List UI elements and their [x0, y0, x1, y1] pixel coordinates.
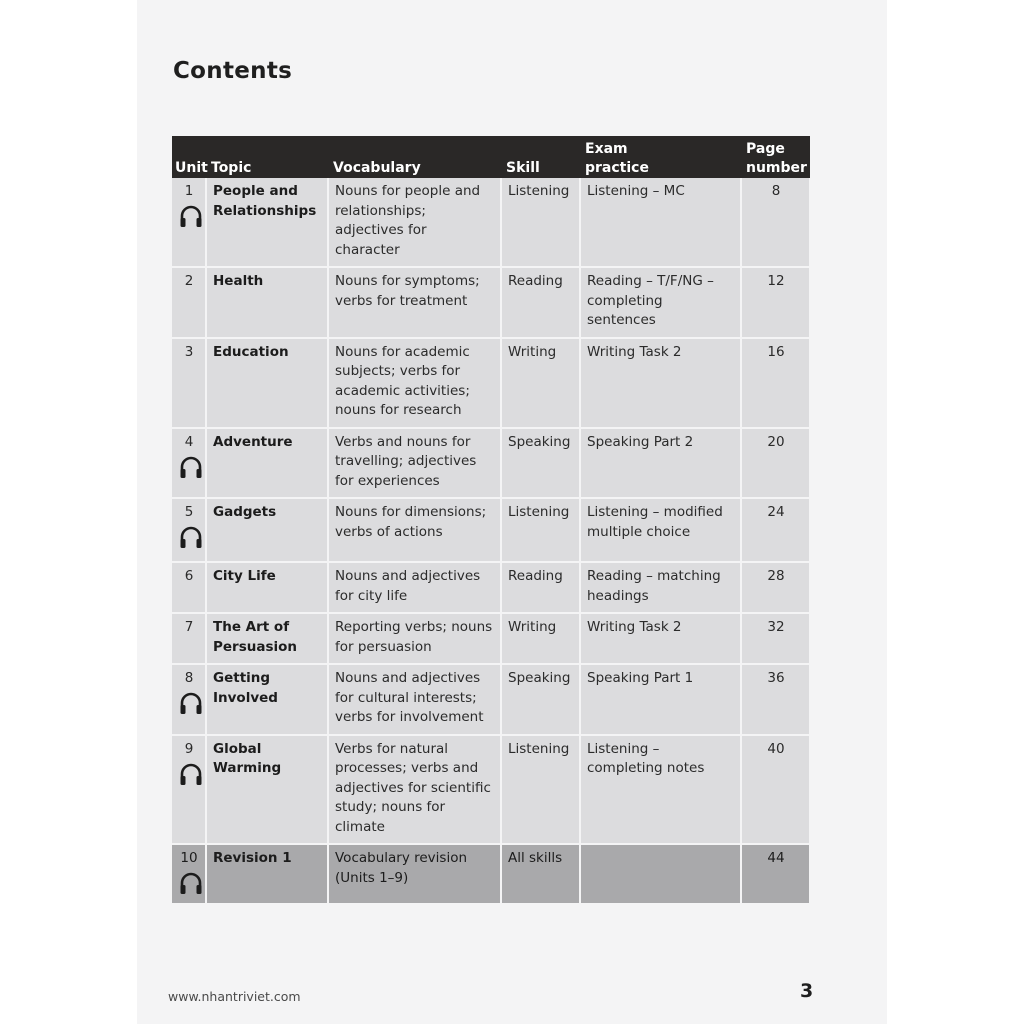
exam-practice-cell: Writing Task 2 — [580, 338, 741, 428]
headphones-icon — [178, 525, 204, 549]
vocabulary-cell: Nouns for symptoms; verbs for treatment — [328, 267, 501, 338]
exam-practice-cell: Listening – MC — [580, 178, 741, 267]
unit-cell — [172, 735, 206, 845]
exam-practice-cell — [580, 844, 741, 904]
page-cell: 20 — [741, 428, 810, 499]
header-unit: Unit — [172, 136, 206, 178]
skill-cell: Reading — [501, 562, 580, 613]
unit-number: 4 — [184, 433, 194, 450]
exam-practice-cell: Listening – completing notes — [580, 735, 741, 845]
exam-practice-cell: Reading – matching headings — [580, 562, 741, 613]
table-row — [172, 664, 810, 735]
unit-cell — [172, 613, 206, 664]
header-vocabulary: Vocabulary — [328, 136, 501, 178]
table-row — [172, 267, 810, 338]
vocabulary-cell: Nouns for people and relationships; adjectives for character — [328, 178, 501, 267]
headphones-icon — [178, 204, 204, 228]
unit-cell — [172, 267, 206, 338]
exam-practice-cell: Writing Task 2 — [580, 613, 741, 664]
unit-number: 3 — [184, 343, 194, 360]
vocabulary-cell: Nouns and adjectives for cultural interests; verbs for involvement — [328, 664, 501, 735]
unit-cell — [172, 178, 206, 267]
unit-cell — [172, 498, 206, 562]
headphones-icon — [178, 691, 204, 715]
vocabulary-cell: Nouns and adjectives for city life — [328, 562, 501, 613]
vocabulary-cell: Nouns for academic subjects; verbs for academic activities; nouns for research — [328, 338, 501, 428]
page-cell: 40 — [741, 735, 810, 845]
skill-cell: Writing — [501, 338, 580, 428]
page-cell: 28 — [741, 562, 810, 613]
topic-cell: Gadgets — [206, 498, 328, 562]
unit-number: 1 — [184, 183, 194, 199]
vocabulary-cell: Reporting verbs; nouns for persuasion — [328, 613, 501, 664]
exam-practice-cell: Speaking Part 2 — [580, 428, 741, 499]
website-url: www.nhantriviet.com — [168, 989, 301, 1004]
vocabulary-cell: Verbs for natural processes; verbs and adjectives for scientific study; nouns for climate — [328, 735, 501, 845]
exam-practice-cell: Reading – T/F/NG – completing sentences — [580, 267, 741, 338]
unit-number: 7 — [184, 619, 194, 635]
unit-cell — [172, 562, 206, 613]
page-cell: 16 — [741, 338, 810, 428]
exam-practice-cell: Listening – modified multiple choice — [580, 498, 741, 562]
table-row — [172, 844, 810, 904]
unit-cell — [172, 338, 206, 428]
topic-cell: Global Warming — [206, 735, 328, 845]
contents-table — [172, 136, 811, 905]
table-row — [172, 735, 810, 845]
header-topic: Topic — [206, 136, 328, 178]
headphones-icon — [178, 455, 204, 479]
unit-cell — [172, 844, 206, 904]
topic-cell: Revision 1 — [206, 844, 328, 904]
topic-cell: Getting Involved — [206, 664, 328, 735]
page-cell: 44 — [741, 844, 810, 904]
topic-cell: Adventure — [206, 428, 328, 499]
topic-cell: Health — [206, 267, 328, 338]
unit-number: 5 — [184, 504, 194, 520]
table-row — [172, 178, 810, 267]
skill-cell: Writing — [501, 613, 580, 664]
table-row — [172, 562, 810, 613]
table-row — [172, 613, 810, 664]
vocabulary-cell: Vocabulary revision (Units 1–9) — [328, 844, 501, 904]
unit-number: 9 — [184, 740, 194, 757]
page-title: Contents — [173, 58, 293, 84]
vocabulary-cell: Nouns for dimensions; verbs of actions — [328, 498, 501, 562]
skill-cell: All skills — [501, 844, 580, 904]
header-exam-practice: Exam practice — [580, 136, 741, 178]
unit-cell — [172, 664, 206, 735]
table-row — [172, 428, 810, 499]
table-header-row — [172, 136, 810, 178]
unit-number: 6 — [184, 568, 194, 584]
skill-cell: Speaking — [501, 428, 580, 499]
unit-number: 8 — [184, 670, 194, 686]
table-row — [172, 338, 810, 428]
page-cell: 24 — [741, 498, 810, 562]
headphones-icon — [178, 762, 204, 786]
page-cell: 8 — [741, 178, 810, 267]
unit-cell — [172, 428, 206, 499]
page-number: 3 — [800, 980, 814, 1002]
table-row — [172, 498, 810, 562]
topic-cell: City Life — [206, 562, 328, 613]
page-cell: 36 — [741, 664, 810, 735]
topic-cell: Education — [206, 338, 328, 428]
page-cell: 32 — [741, 613, 810, 664]
skill-cell: Listening — [501, 178, 580, 267]
headphones-icon — [178, 871, 204, 895]
page-cell: 12 — [741, 267, 810, 338]
unit-number: 10 — [180, 850, 198, 866]
topic-cell: People and Relationships — [206, 178, 328, 267]
skill-cell: Speaking — [501, 664, 580, 735]
topic-cell: The Art of Persuasion — [206, 613, 328, 664]
header-page-number: Page number — [741, 136, 810, 178]
skill-cell: Reading — [501, 267, 580, 338]
vocabulary-cell: Verbs and nouns for travelling; adjectives for experiences — [328, 428, 501, 499]
header-skill: Skill — [501, 136, 580, 178]
skill-cell: Listening — [501, 735, 580, 845]
skill-cell: Listening — [501, 498, 580, 562]
exam-practice-cell: Speaking Part 1 — [580, 664, 741, 735]
unit-number: 2 — [184, 273, 194, 289]
